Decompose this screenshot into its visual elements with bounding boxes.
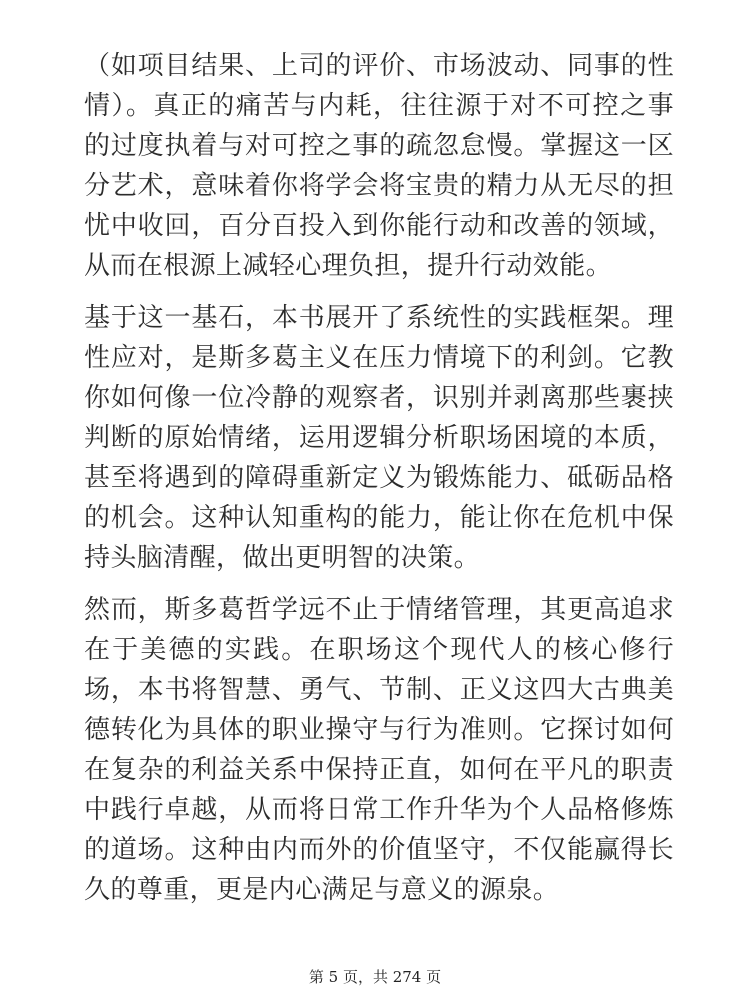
paragraph-1: （如项目结果、上司的评价、市场波动、同事的性情）。真正的痛苦与内耗，往往源于对不可控之事的过度执着与对可控之事的疏忽怠慢。掌握这一区分艺术，意味着你将学会将宝贵的精力从无尽的担忧中收回，百分百投入到你能行动和改善的领域，从而在根源上减轻心理负担，提升行动效能。 (84, 51, 674, 281)
body-text (84, 46, 674, 922)
paragraph-3: 然而，斯多葛哲学远不止于情绪管理，其更高追求在于美德的实践。在职场这个现代人的核心修行场，本书将智慧、勇气、节制、正义这四大古典美德转化为具体的职业操守与行为准则。它探讨如何在复杂的利益关系中保持正直，如何在平凡的职责中践行卓越，从而将日常工作升华为个人品格修炼的道场。这种由内而外的价值坚守，不仅能赢得长久的尊重，更是内心满足与意义的源泉。 (84, 595, 674, 905)
page-number-footer: 第 5 页，共 274 页 (308, 968, 442, 986)
paragraph-2: 基于这一基石，本书展开了系统性的实践框架。理性应对，是斯多葛主义在压力情境下的利剑。它教你如何像一位冷静的观察者，识别并剥离那些裹挟判断的原始情绪，运用逻辑分析职场困境的本质，甚至将遇到的障碍重新定义为锻炼能力、砥砺品格的机会。这种认知重构的能力，能让你在危机中保持头脑清醒，做出更明智的决策。 (84, 303, 674, 573)
